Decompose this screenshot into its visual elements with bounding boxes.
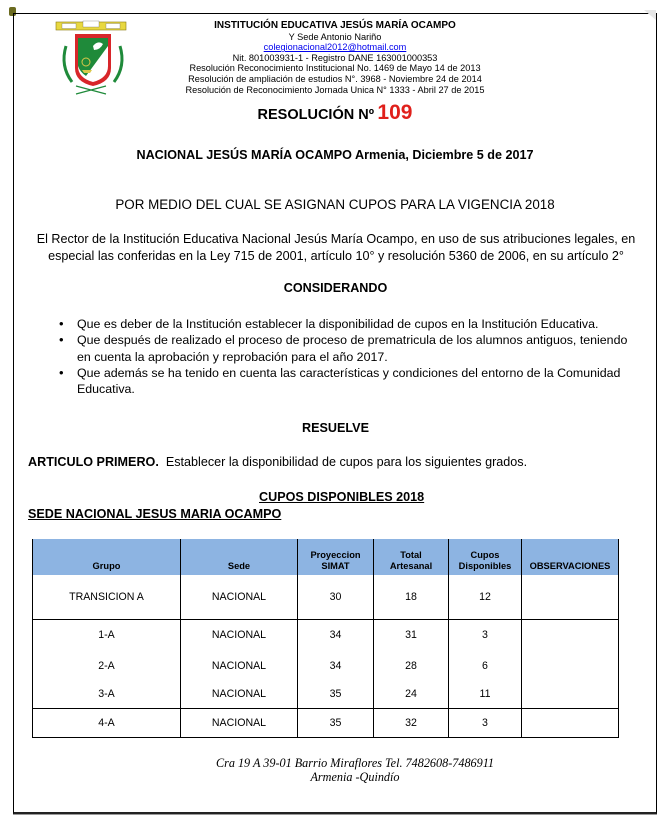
preamble-line-2: especial las conferidas en la Ley 715 de 2001, artículo 10° y resolución 5360 de 2006, en su artículo 2° (48, 249, 624, 263)
header-total: Total Artesanal (374, 539, 449, 575)
footer-address: Cra 19 A 39-01 Barrio Miraflores Tel. 7482608-7486911 (215, 756, 495, 770)
folded-corner-icon (644, 10, 656, 20)
considerando-title: CONSIDERANDO (283, 281, 388, 295)
resolution-label: RESOLUCIÓN Nº (257, 107, 374, 123)
cell-observaciones (522, 651, 619, 680)
preamble (20, 231, 652, 265)
email-link[interactable]: colegionacional2012@hotmail.com (263, 42, 407, 53)
cell-total: 24 (374, 680, 449, 708)
table-row (33, 651, 619, 680)
cell-proyeccion: 30 (298, 575, 374, 619)
cell-proyeccion: 35 (298, 708, 374, 737)
resolution-line-3: Resolución de Reconocimiento Jornada Unica N° 1333 - Abril 27 de 2015 (185, 84, 485, 95)
article-primero (28, 455, 527, 469)
footer (150, 757, 560, 784)
cell-total: 32 (374, 708, 449, 737)
cupos-title: CUPOS DISPONIBLES 2018 (259, 490, 425, 504)
table-row (33, 575, 619, 619)
header-proyeccion: Proyeccion SIMAT (298, 539, 374, 575)
table-header-row (33, 539, 619, 575)
cell-cupos: 12 (449, 575, 522, 619)
cell-cupos: 3 (449, 619, 522, 651)
cell-sede: NACIONAL (181, 619, 298, 651)
institution-name: INSTITUCIÓN EDUCATIVA JESÚS MARÍA OCAMPO (214, 20, 456, 31)
cell-sede: NACIONAL (181, 651, 298, 680)
cell-grupo: 1-A (33, 619, 181, 651)
article-label: ARTICULO PRIMERO. (28, 455, 159, 469)
cell-proyeccion: 34 (298, 651, 374, 680)
cell-grupo: TRANSICION A (33, 575, 181, 619)
cell-observaciones (522, 680, 619, 708)
cell-grupo: 4-A (33, 708, 181, 737)
considerando-list (55, 316, 655, 397)
resolution-line-1: Resolución Reconocimiento Institucional No. 1469 de Mayo 14 de 2013 (189, 63, 481, 74)
institution-subtitle: Y Sede Antonio Nariño (288, 31, 382, 42)
table-row (33, 680, 619, 708)
cell-total: 31 (374, 619, 449, 651)
cell-sede: NACIONAL (181, 680, 298, 708)
table-row (33, 619, 619, 651)
cell-sede: NACIONAL (181, 708, 298, 737)
header-observaciones: OBSERVACIONES (522, 539, 619, 575)
school-crest-logo (46, 16, 136, 106)
nit-line: Nit. 801003931-1 - Registro DANE 163001000353 (232, 52, 438, 63)
cell-observaciones (522, 619, 619, 651)
footer-city: Armenia -Quindío (310, 769, 400, 784)
cell-cupos: 3 (449, 708, 522, 737)
cell-grupo: 2-A (33, 651, 181, 680)
table-row (33, 708, 619, 737)
place-date: NACIONAL JESÚS MARÍA OCAMPO Armenia, Diciembre 5 de 2017 (136, 148, 534, 162)
resolution-number: 109 (377, 101, 413, 124)
article-text: Establecer la disponibilidad de cupos para los siguientes grados. (158, 455, 528, 469)
cell-cupos: 6 (449, 651, 522, 680)
sede-title: SEDE NACIONAL JESUS MARIA OCAMPO (28, 507, 282, 521)
header-sede: Sede (181, 539, 298, 575)
resuelve-title: RESUELVE (302, 421, 369, 435)
considerando-item: • Que después de realizado el proceso de proceso de prematricula de los alumnos antiguos, teniendo en cuenta la aprobación y reprobación para el año 2017. (55, 332, 637, 365)
cell-proyeccion: 35 (298, 680, 374, 708)
cupos-table (32, 539, 619, 738)
resolution-heading (160, 101, 510, 125)
cell-sede: NACIONAL (181, 575, 298, 619)
resolution-line-2: Resolución de ampliación de estudios N°. 3968 - Noviembre 24 de 2014 (188, 73, 482, 84)
header-grupo: Grupo (33, 539, 181, 575)
resolution-subject: POR MEDIO DEL CUAL SE ASIGNAN CUPOS PARA LA VIGENCIA 2018 (115, 197, 555, 212)
header-cupos: Cupos Disponibles (449, 539, 522, 575)
cell-total: 28 (374, 651, 449, 680)
cell-observaciones (522, 575, 619, 619)
cell-observaciones (522, 708, 619, 737)
considerando-item: • Que además se ha tenido en cuenta las características y condiciones del entorno de la Comunidad Educativa. (55, 365, 647, 398)
cell-proyeccion: 34 (298, 619, 374, 651)
considerando-item: • Que es deber de la Institución establecer la disponibilidad de cupos en la Institución Educativa. (55, 316, 655, 332)
preamble-line-1: El Rector de la Institución Educativa Nacional Jesús María Ocampo, en uso de sus atribuciones legales, en (36, 232, 636, 246)
cell-cupos: 11 (449, 680, 522, 708)
cell-grupo: 3-A (33, 680, 181, 708)
cell-total: 18 (374, 575, 449, 619)
